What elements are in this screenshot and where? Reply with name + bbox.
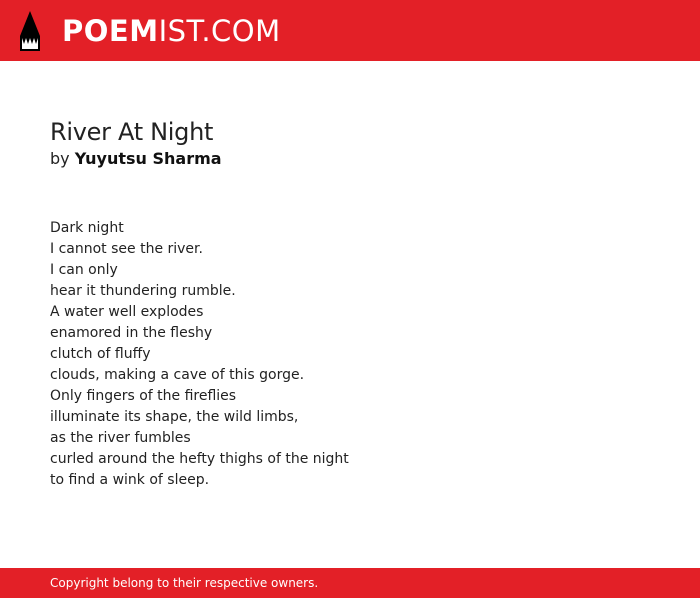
footer-copyright: Copyright belong to their respective owners. xyxy=(50,576,319,590)
site-logo-link[interactable] xyxy=(18,10,281,52)
site-logo-text xyxy=(62,10,281,52)
poem-author: Yuyutsu Sharma xyxy=(74,149,222,168)
byline-label: by xyxy=(50,149,70,168)
poem-line: to find a wink of sleep. xyxy=(50,472,210,488)
poem-line: curled around the hefty thighs of the night xyxy=(50,451,349,467)
poem-content xyxy=(50,118,650,491)
poem-line: clouds, making a cave of this gorge. xyxy=(50,367,305,383)
poem-line: clutch of fluffy xyxy=(50,346,151,362)
poem-line: as the river fumbles xyxy=(50,430,191,446)
poem-line: Only fingers of the fireflies xyxy=(50,388,237,404)
poem-line: illuminate its shape, the wild limbs, xyxy=(50,409,299,425)
logo-text-bold: POEM xyxy=(62,14,159,48)
poem-byline xyxy=(50,148,650,170)
poem-line: I cannot see the river. xyxy=(50,241,203,257)
poem-title: River At Night xyxy=(50,118,214,146)
site-footer xyxy=(0,568,700,598)
poem-body xyxy=(50,218,650,491)
logo-text-light: IST.COM xyxy=(158,14,281,48)
poem-line: Dark night xyxy=(50,220,124,236)
site-header xyxy=(0,0,700,61)
poem-line: I can only xyxy=(50,262,118,278)
poem-line: A water well explodes xyxy=(50,304,204,320)
poem-line: hear it thundering rumble. xyxy=(50,283,236,299)
pencil-icon xyxy=(18,10,42,52)
poem-line: enamored in the fleshy xyxy=(50,325,213,341)
